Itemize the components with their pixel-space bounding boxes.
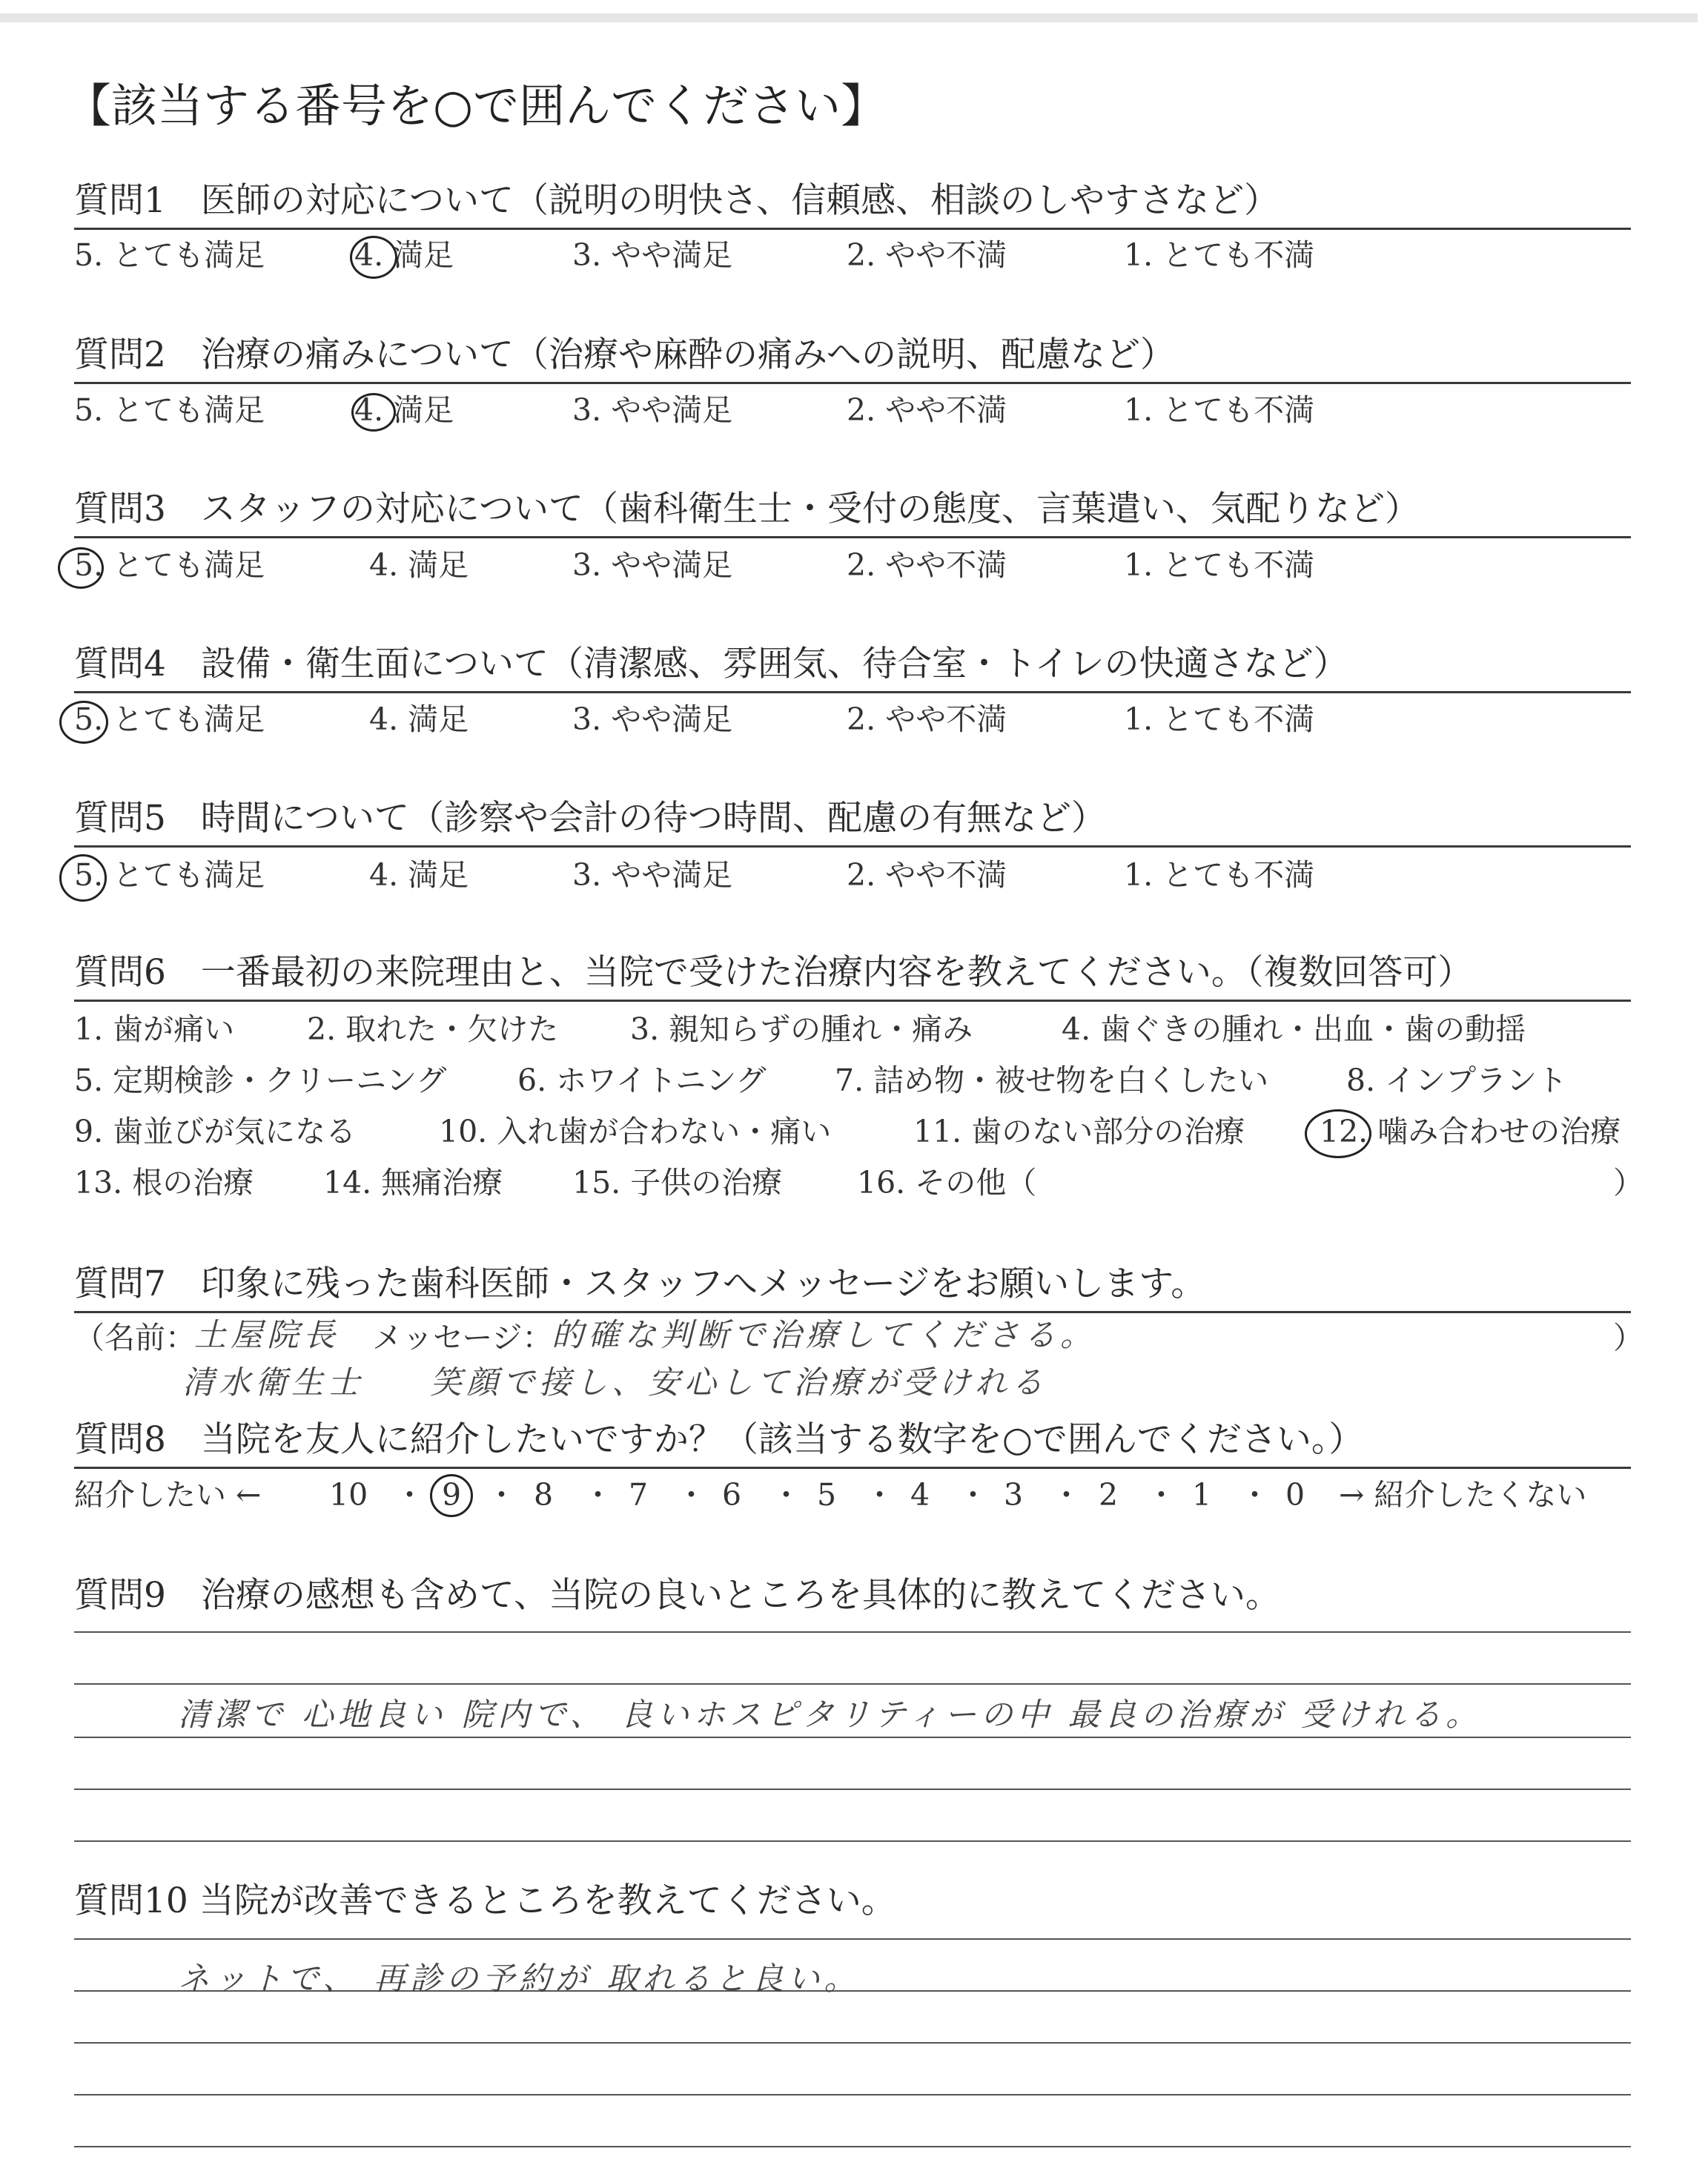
q3-option-3[interactable]: 3. やや満足	[572, 547, 733, 583]
q3-option-5[interactable]: 5. とても満足	[74, 547, 265, 583]
q6-option-13[interactable]: 13. 根の治療	[74, 1165, 254, 1200]
q8-dot: ・	[958, 1477, 988, 1513]
question-1-rule	[74, 228, 1631, 230]
q6-option-14[interactable]: 14. 無痛治療	[323, 1165, 503, 1200]
q5-option-4[interactable]: 4. 満足	[369, 857, 469, 893]
q5-option-1[interactable]: 1. とても不満	[1124, 857, 1315, 893]
q2-selection-circle	[351, 393, 396, 432]
question-3-heading: 質問3 スタッフの対応について（歯科衛生士・受付の態度、言葉遣い、気配りなど）	[74, 489, 1420, 529]
q2-option-1[interactable]: 1. とても不満	[1124, 392, 1315, 428]
q8-right-label: → 紹介したくない	[1339, 1477, 1587, 1513]
q5-option-2[interactable]: 2. やや不満	[847, 857, 1007, 893]
q6-option-3[interactable]: 3. 親知らずの腫れ・痛み	[630, 1011, 973, 1047]
question-10-heading: 質問10 当院が改善できるところを教えてください。	[74, 1880, 896, 1921]
q2-option-5[interactable]: 5. とても満足	[74, 392, 265, 428]
q8-scale-10[interactable]: 10	[329, 1477, 368, 1513]
q7-message-label: メッセージ：	[372, 1320, 553, 1355]
q6-option-7[interactable]: 7. 詰め物・被せ物を白くしたい	[835, 1063, 1269, 1098]
q10-answer-line	[74, 2146, 1631, 2147]
question-4-rule	[74, 691, 1631, 693]
question-3-rule	[74, 536, 1631, 538]
q1-selection-circle	[350, 236, 397, 279]
q6-option-10[interactable]: 10. 入れ歯が合わない・痛い	[439, 1114, 832, 1149]
question-8-heading: 質問8 当院を友人に紹介したいですか？（該当する数字を○で囲んでください。）	[74, 1419, 1364, 1460]
question-7-rule	[74, 1311, 1631, 1313]
q9-answer-line	[74, 1683, 1631, 1685]
question-2-heading: 質問2 治療の痛みについて（治療や麻酔の痛みへの説明、配慮など）	[74, 334, 1176, 375]
q8-dot: ・	[1146, 1477, 1176, 1513]
q8-scale-2[interactable]: 2	[1099, 1477, 1119, 1513]
q6-option-1[interactable]: 1. 歯が痛い	[74, 1011, 235, 1047]
q9-answer-handwriting: 清潔で 心地良い 院内で、 良いホスピタリティーの中 最良の治療が 受けれる。	[178, 1697, 1483, 1734]
q8-dot: ・	[486, 1477, 517, 1513]
q8-dot: ・	[394, 1477, 425, 1513]
q8-scale-9[interactable]: 9	[442, 1477, 462, 1513]
q8-scale-0[interactable]: 0	[1285, 1477, 1305, 1513]
q7-name-handwriting: 土屋院長	[194, 1317, 340, 1354]
q8-scale-4[interactable]: 4	[910, 1477, 930, 1513]
q8-dot: ・	[676, 1477, 706, 1513]
q6-other-close-paren: ）	[1613, 1165, 1644, 1200]
q5-option-5[interactable]: 5. とても満足	[74, 857, 265, 893]
q1-option-3[interactable]: 3. やや満足	[572, 237, 733, 273]
question-4-heading: 質問4 設備・衛生面について（清潔感、雰囲気、待合室・トイレの快適さなど）	[74, 644, 1348, 684]
q4-option-3[interactable]: 3. やや満足	[572, 701, 733, 737]
question-5-rule	[74, 845, 1631, 848]
q6-option-11[interactable]: 11. 歯のない部分の治療	[913, 1114, 1245, 1149]
q8-scale-3[interactable]: 3	[1004, 1477, 1024, 1513]
q8-scale-1[interactable]: 1	[1192, 1477, 1212, 1513]
question-2-rule	[74, 382, 1631, 384]
q4-option-5[interactable]: 5. とても満足	[74, 701, 265, 737]
q7-message2-handwriting: 笑顔で接し、安心して治療が受けれる	[430, 1364, 1047, 1401]
q9-answer-line	[74, 1789, 1631, 1790]
q4-option-4[interactable]: 4. 満足	[369, 701, 469, 737]
q9-answer-line	[74, 1631, 1631, 1633]
q6-option-16[interactable]: 16. その他（	[857, 1165, 1037, 1200]
q8-scale-6[interactable]: 6	[722, 1477, 742, 1513]
q6-option-12[interactable]: 12. 噛み合わせの治療	[1320, 1114, 1621, 1149]
q9-answer-line	[74, 1840, 1631, 1842]
q1-option-5[interactable]: 5. とても満足	[74, 237, 265, 273]
q4-option-1[interactable]: 1. とても不満	[1124, 701, 1315, 737]
q2-option-3[interactable]: 3. やや満足	[572, 392, 733, 428]
q10-answer-line	[74, 2094, 1631, 2095]
q1-option-1[interactable]: 1. とても不満	[1124, 237, 1315, 273]
q6-option-9[interactable]: 9. 歯並びが気になる	[74, 1114, 357, 1149]
q8-dot: ・	[864, 1477, 895, 1513]
question-5-heading: 質問5 時間について（診察や会計の待つ時間、配慮の有無など）	[74, 798, 1106, 839]
q6-option-8[interactable]: 8. インプラント	[1346, 1063, 1568, 1098]
question-7-heading: 質問7 印象に残った歯科医師・スタッフへメッセージをお願いします。	[74, 1264, 1206, 1304]
q8-dot: ・	[583, 1477, 613, 1513]
q7-name-label: （名前：	[74, 1320, 196, 1355]
q10-answer-line	[74, 1938, 1631, 1940]
q8-left-label: 紹介したい ←	[74, 1477, 262, 1513]
page-title: 【該当する番号を○で囲んでください】	[65, 79, 887, 133]
q5-selection-circle	[59, 854, 107, 902]
q6-selection-circle	[1305, 1109, 1371, 1158]
q8-scale-8[interactable]: 8	[534, 1477, 554, 1513]
q8-dot: ・	[771, 1477, 801, 1513]
q7-message-handwriting: 的確な判断で治療してくださる。	[552, 1317, 1096, 1354]
q8-scale-7[interactable]: 7	[629, 1477, 649, 1513]
question-9-heading: 質問9 治療の感想も含めて、当院の良いところを具体的に教えてください。	[74, 1575, 1280, 1616]
q4-option-2[interactable]: 2. やや不満	[847, 701, 1007, 737]
q10-answer-line	[74, 2042, 1631, 2044]
q3-option-1[interactable]: 1. とても不満	[1124, 547, 1315, 583]
q7-name2-handwriting: 清水衛生士	[182, 1364, 364, 1401]
q3-option-2[interactable]: 2. やや不満	[847, 547, 1007, 583]
q8-dot: ・	[1239, 1477, 1270, 1513]
q6-option-5[interactable]: 5. 定期検診・クリーニング	[74, 1063, 447, 1098]
q1-option-2[interactable]: 2. やや不満	[847, 237, 1007, 273]
scan-edge	[0, 13, 1698, 22]
q8-selection-circle	[430, 1474, 473, 1517]
q3-option-4[interactable]: 4. 満足	[369, 547, 469, 583]
question-6-heading: 質問6 一番最初の来院理由と、当院で受けた治療内容を教えてください。（複数回答可）	[74, 952, 1473, 993]
q5-option-3[interactable]: 3. やや満足	[572, 857, 733, 893]
q1-option-4[interactable]: 4. 満足	[354, 237, 454, 273]
q2-option-2[interactable]: 2. やや不満	[847, 392, 1007, 428]
q6-option-4[interactable]: 4. 歯ぐきの腫れ・出血・歯の動揺	[1062, 1011, 1526, 1047]
question-8-rule	[74, 1467, 1631, 1469]
q8-scale-5[interactable]: 5	[817, 1477, 837, 1513]
q9-answer-line	[74, 1737, 1631, 1738]
q10-answer-handwriting: ネットで、 再診の予約が 取れると良い。	[178, 1961, 861, 1998]
question-1-heading: 質問1 医師の対応について（説明の明快さ、信頼感、相談のしやすさなど）	[74, 180, 1280, 221]
q4-selection-circle	[59, 701, 108, 744]
q6-option-6[interactable]: 6. ホワイトニング	[517, 1063, 767, 1098]
question-6-rule	[74, 1000, 1631, 1002]
q6-option-2[interactable]: 2. 取れた・欠けた	[307, 1011, 559, 1047]
q8-dot: ・	[1051, 1477, 1082, 1513]
q2-option-4[interactable]: 4. 満足	[354, 392, 454, 428]
q3-selection-circle	[58, 547, 104, 589]
q7-close-paren: ）	[1613, 1320, 1644, 1355]
q6-option-15[interactable]: 15. 子供の治療	[572, 1165, 783, 1200]
